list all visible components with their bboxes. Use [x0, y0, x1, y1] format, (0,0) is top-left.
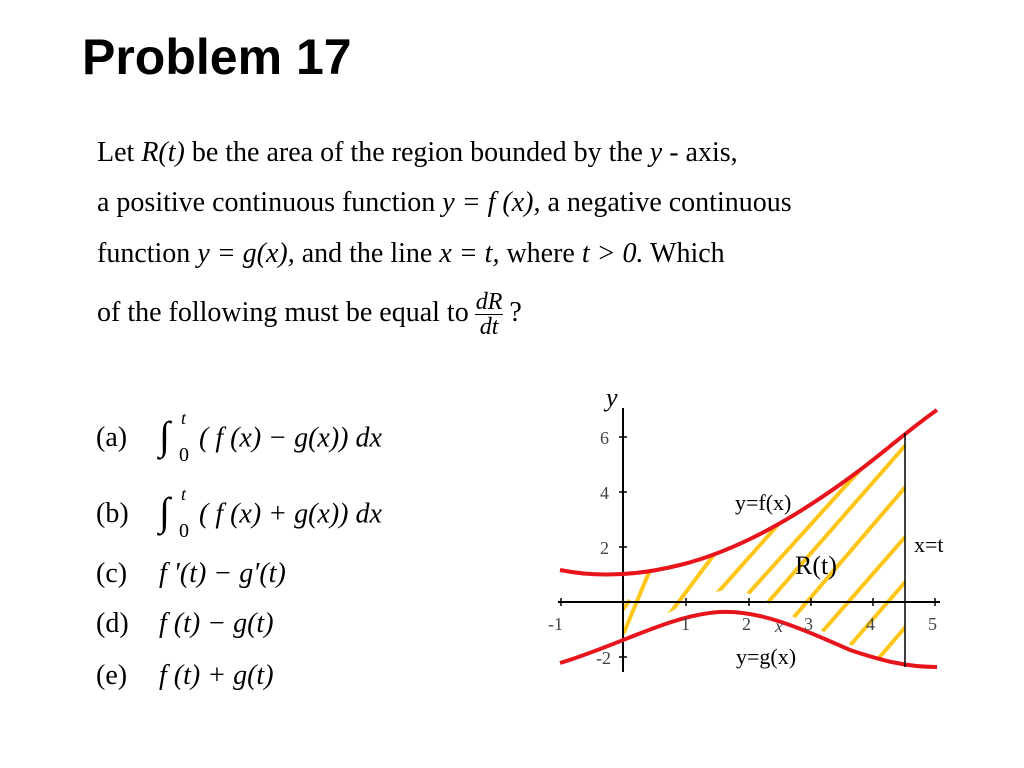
- integral-symbol: ∫: [159, 489, 170, 534]
- option-expression: ( f (x) + g(x)) dx: [199, 498, 382, 530]
- integral-lower-limit: 0: [179, 444, 189, 466]
- integral-sign: [159, 408, 199, 466]
- y-tick-label: -2: [596, 648, 611, 668]
- y-tick-label: 6: [600, 428, 609, 448]
- t-line-label: x=t: [914, 532, 944, 557]
- option-expression: f (t) − g(t): [159, 608, 274, 639]
- option-expression: f ′(t) − g′(t): [159, 558, 286, 589]
- option-label: (e): [96, 660, 128, 691]
- y-tick-label: 4: [600, 483, 609, 503]
- option-label: (d): [96, 608, 129, 639]
- x-tick-label: 5: [928, 614, 937, 634]
- option-b: [96, 484, 382, 542]
- q3-math-t: t > 0.: [581, 238, 644, 269]
- option-expression: ( f (x) − g(x)) dx: [199, 422, 382, 454]
- q3-text-a: function: [97, 238, 198, 269]
- integral-sign: [159, 484, 199, 542]
- option-c: [96, 558, 286, 590]
- option-a: [96, 408, 382, 466]
- question-line-2: [97, 187, 792, 219]
- integral-upper-limit: t: [181, 484, 187, 504]
- integral-upper-limit: t: [181, 408, 187, 428]
- q3-text-e: where: [499, 238, 582, 269]
- x-tick-label: -1: [548, 614, 563, 634]
- q2-text-c: a negative continuous: [540, 187, 792, 218]
- integral-lower-limit: 0: [179, 520, 189, 542]
- q3-math-x: x = t,: [439, 238, 500, 269]
- integral-symbol: ∫: [159, 413, 170, 458]
- question-line-4: [97, 290, 522, 339]
- question-line-3: [97, 238, 725, 270]
- option-e: [96, 660, 274, 692]
- q3-text-g: Which: [643, 238, 725, 269]
- region-label: R(t): [795, 551, 837, 580]
- option-label: (a): [96, 422, 128, 454]
- region-graph: [540, 380, 980, 680]
- q1-text-c: be the area of the region bounded by the: [184, 137, 650, 168]
- q1-math-y: y: [649, 137, 663, 168]
- x-axis-label: x: [775, 616, 783, 636]
- page-title: Problem 17: [82, 29, 352, 85]
- q2-math-f: y = f (x),: [442, 187, 541, 218]
- x-tick-label: 2: [742, 614, 751, 634]
- x-tick-label: 1: [681, 614, 690, 634]
- x-tick-label: 4: [866, 614, 875, 634]
- x-tick-label: 3: [804, 614, 813, 634]
- q3-text-c: and the line: [294, 238, 440, 269]
- derivative-fraction: [475, 290, 504, 339]
- q1-math-r: R(t): [141, 137, 185, 168]
- q1-text-a: Let: [97, 137, 142, 168]
- g-curve-label: y=g(x): [736, 644, 797, 669]
- option-expression: f (t) + g(t): [159, 660, 274, 691]
- option-d: [96, 608, 274, 640]
- option-label: (c): [96, 558, 128, 589]
- fraction-numerator: dR: [475, 289, 503, 315]
- y-axis-label: y: [606, 383, 618, 412]
- f-curve-label: y=f(x): [735, 490, 792, 515]
- question-line-1: [97, 137, 738, 169]
- q2-text-a: a positive continuous function: [97, 187, 443, 218]
- q1-text-e: - axis,: [662, 137, 738, 168]
- q3-math-g: y = g(x),: [197, 238, 295, 269]
- y-tick-label: 2: [600, 538, 609, 558]
- q4-question-mark: ?: [509, 296, 522, 328]
- fraction-denominator: dt: [479, 314, 499, 340]
- option-label: (b): [96, 498, 129, 530]
- q4-text-a: of the following must be equal to: [97, 296, 469, 328]
